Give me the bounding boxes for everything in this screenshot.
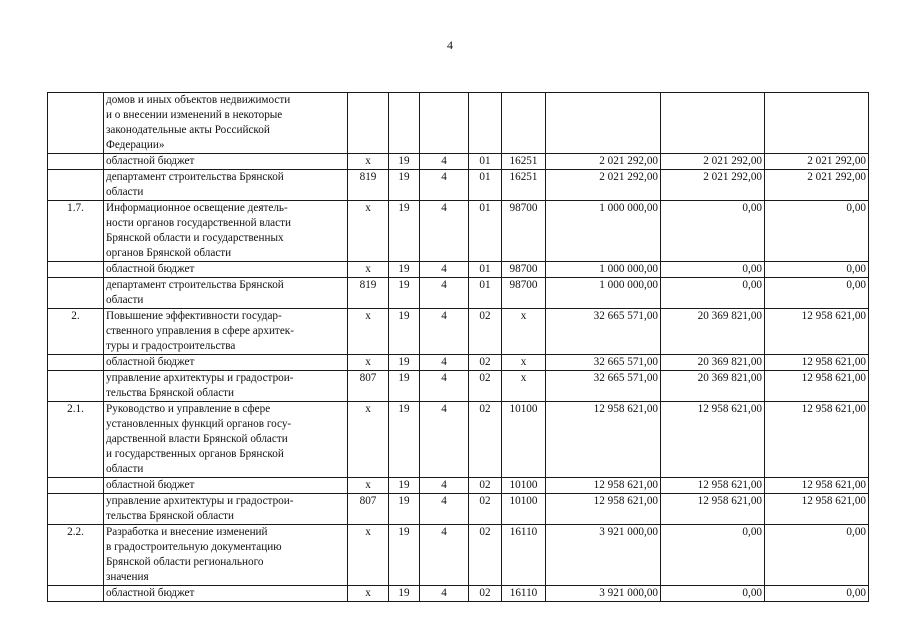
table-row bbox=[48, 278, 869, 309]
table-row bbox=[48, 478, 869, 494]
row-number bbox=[48, 494, 104, 525]
sum-year-2 bbox=[661, 93, 765, 154]
code-direction: 98700 bbox=[502, 201, 546, 262]
row-number: 2.1. bbox=[48, 402, 104, 478]
sum-year-2: 20 369 821,00 bbox=[661, 371, 765, 402]
sum-year-3: 2 021 292,00 bbox=[765, 154, 869, 170]
sum-year-2: 0,00 bbox=[661, 525, 765, 586]
code-main-event: 02 bbox=[469, 309, 502, 355]
code-subprogram: 4 bbox=[420, 586, 469, 602]
code-grbs: х bbox=[348, 309, 389, 355]
sum-year-1: 1 000 000,00 bbox=[546, 262, 661, 278]
sum-year-2: 20 369 821,00 bbox=[661, 309, 765, 355]
code-main-event: 02 bbox=[469, 478, 502, 494]
code-subprogram: 4 bbox=[420, 201, 469, 262]
code-main-event: 01 bbox=[469, 154, 502, 170]
sum-year-1: 3 921 000,00 bbox=[546, 586, 661, 602]
code-direction: 10100 bbox=[502, 494, 546, 525]
code-direction: 10100 bbox=[502, 402, 546, 478]
table-row bbox=[48, 309, 869, 355]
code-main-event: 01 bbox=[469, 201, 502, 262]
sum-year-3 bbox=[765, 93, 869, 154]
code-direction: 16110 bbox=[502, 586, 546, 602]
code-direction: 16251 bbox=[502, 154, 546, 170]
sum-year-3: 0,00 bbox=[765, 201, 869, 262]
code-main-event: 02 bbox=[469, 402, 502, 478]
code-grbs bbox=[348, 93, 389, 154]
row-number bbox=[48, 586, 104, 602]
code-main-event: 02 bbox=[469, 494, 502, 525]
sum-year-3: 12 958 621,00 bbox=[765, 355, 869, 371]
row-number bbox=[48, 262, 104, 278]
sum-year-2: 0,00 bbox=[661, 278, 765, 309]
sum-year-1: 1 000 000,00 bbox=[546, 201, 661, 262]
page-number: 4 bbox=[447, 38, 453, 52]
code-program: 19 bbox=[389, 371, 420, 402]
code-direction: х bbox=[502, 371, 546, 402]
code-grbs: 819 bbox=[348, 278, 389, 309]
sum-year-2: 0,00 bbox=[661, 201, 765, 262]
table-row bbox=[48, 170, 869, 201]
code-subprogram: 4 bbox=[420, 278, 469, 309]
code-direction: 16110 bbox=[502, 525, 546, 586]
code-grbs: х bbox=[348, 355, 389, 371]
sum-year-2: 0,00 bbox=[661, 586, 765, 602]
code-direction: 16251 bbox=[502, 170, 546, 201]
code-program: 19 bbox=[389, 494, 420, 525]
code-direction: х bbox=[502, 309, 546, 355]
code-grbs: х bbox=[348, 201, 389, 262]
table-row bbox=[48, 355, 869, 371]
code-grbs: х bbox=[348, 262, 389, 278]
row-name: департамент строительства Брянской области bbox=[104, 170, 348, 201]
sum-year-1: 32 665 571,00 bbox=[546, 355, 661, 371]
row-name: областной бюджет bbox=[104, 154, 348, 170]
row-number: 2. bbox=[48, 309, 104, 355]
code-program: 19 bbox=[389, 309, 420, 355]
row-name: Информационное освещение деятель- ности органов государственной власти Брянской области и государственных органов Брянской области bbox=[104, 201, 348, 262]
sum-year-3: 2 021 292,00 bbox=[765, 170, 869, 201]
code-grbs: х bbox=[348, 402, 389, 478]
code-program: 19 bbox=[389, 154, 420, 170]
code-program: 19 bbox=[389, 525, 420, 586]
code-program: 19 bbox=[389, 201, 420, 262]
code-grbs: х bbox=[348, 586, 389, 602]
sum-year-2: 20 369 821,00 bbox=[661, 355, 765, 371]
table-row bbox=[48, 93, 869, 154]
table-row bbox=[48, 154, 869, 170]
table-row bbox=[48, 402, 869, 478]
code-direction: 98700 bbox=[502, 262, 546, 278]
code-grbs: х bbox=[348, 154, 389, 170]
code-program: 19 bbox=[389, 586, 420, 602]
code-direction bbox=[502, 93, 546, 154]
sum-year-2: 0,00 bbox=[661, 262, 765, 278]
code-program: 19 bbox=[389, 402, 420, 478]
code-main-event: 01 bbox=[469, 278, 502, 309]
code-program: 19 bbox=[389, 262, 420, 278]
row-name: областной бюджет bbox=[104, 586, 348, 602]
sum-year-3: 0,00 bbox=[765, 525, 869, 586]
code-direction: 98700 bbox=[502, 278, 546, 309]
sum-year-1: 1 000 000,00 bbox=[546, 278, 661, 309]
row-number: 2.2. bbox=[48, 525, 104, 586]
sum-year-1 bbox=[546, 93, 661, 154]
row-number bbox=[48, 478, 104, 494]
code-direction: х bbox=[502, 355, 546, 371]
sum-year-1: 12 958 621,00 bbox=[546, 402, 661, 478]
code-main-event bbox=[469, 93, 502, 154]
code-program bbox=[389, 93, 420, 154]
code-main-event: 02 bbox=[469, 371, 502, 402]
sum-year-1: 2 021 292,00 bbox=[546, 154, 661, 170]
sum-year-1: 12 958 621,00 bbox=[546, 494, 661, 525]
row-number bbox=[48, 371, 104, 402]
row-name: областной бюджет bbox=[104, 262, 348, 278]
code-subprogram: 4 bbox=[420, 494, 469, 525]
sum-year-1: 2 021 292,00 bbox=[546, 170, 661, 201]
code-subprogram: 4 bbox=[420, 371, 469, 402]
sum-year-2: 12 958 621,00 bbox=[661, 402, 765, 478]
table-row bbox=[48, 494, 869, 525]
sum-year-1: 3 921 000,00 bbox=[546, 525, 661, 586]
table-row bbox=[48, 586, 869, 602]
code-main-event: 02 bbox=[469, 525, 502, 586]
code-grbs: х bbox=[348, 525, 389, 586]
code-program: 19 bbox=[389, 478, 420, 494]
sum-year-2: 2 021 292,00 bbox=[661, 154, 765, 170]
row-number bbox=[48, 154, 104, 170]
row-name: домов и иных объектов недвижимости и о внесении изменений в некоторые законодательные акты Российской Федерации» bbox=[104, 93, 348, 154]
code-main-event: 01 bbox=[469, 170, 502, 201]
row-name: управление архитектуры и градострои- тельства Брянской области bbox=[104, 494, 348, 525]
code-direction: 10100 bbox=[502, 478, 546, 494]
row-number: 1.7. bbox=[48, 201, 104, 262]
code-subprogram: 4 bbox=[420, 355, 469, 371]
code-subprogram: 4 bbox=[420, 262, 469, 278]
table-row bbox=[48, 525, 869, 586]
budget-table-body bbox=[48, 93, 869, 602]
row-name: Разработка и внесение изменений в градостроительную документацию Брянской области регионального значения bbox=[104, 525, 348, 586]
code-program: 19 bbox=[389, 278, 420, 309]
sum-year-1: 32 665 571,00 bbox=[546, 309, 661, 355]
code-grbs: 807 bbox=[348, 494, 389, 525]
sum-year-1: 12 958 621,00 bbox=[546, 478, 661, 494]
row-name: управление архитектуры и градострои- тельства Брянской области bbox=[104, 371, 348, 402]
code-subprogram: 4 bbox=[420, 154, 469, 170]
code-main-event: 02 bbox=[469, 355, 502, 371]
row-name: Повышение эффективности государ- ственного управления в сфере архитек- туры и градостроительства bbox=[104, 309, 348, 355]
table-row bbox=[48, 262, 869, 278]
code-main-event: 02 bbox=[469, 586, 502, 602]
code-grbs: х bbox=[348, 478, 389, 494]
sum-year-3: 12 958 621,00 bbox=[765, 371, 869, 402]
code-subprogram bbox=[420, 93, 469, 154]
table-row bbox=[48, 371, 869, 402]
sum-year-3: 12 958 621,00 bbox=[765, 494, 869, 525]
code-main-event: 01 bbox=[469, 262, 502, 278]
row-number bbox=[48, 170, 104, 201]
code-grbs: 819 bbox=[348, 170, 389, 201]
code-subprogram: 4 bbox=[420, 402, 469, 478]
sum-year-1: 32 665 571,00 bbox=[546, 371, 661, 402]
sum-year-2: 12 958 621,00 bbox=[661, 494, 765, 525]
row-name: Руководство и управление в сфере установленных функций органов госу- дарственной власти Брянской области и государственных органов Брянской области bbox=[104, 402, 348, 478]
code-program: 19 bbox=[389, 355, 420, 371]
sum-year-2: 12 958 621,00 bbox=[661, 478, 765, 494]
sum-year-3: 12 958 621,00 bbox=[765, 478, 869, 494]
row-number bbox=[48, 93, 104, 154]
code-program: 19 bbox=[389, 170, 420, 201]
code-subprogram: 4 bbox=[420, 525, 469, 586]
code-subprogram: 4 bbox=[420, 170, 469, 201]
sum-year-3: 0,00 bbox=[765, 262, 869, 278]
code-subprogram: 4 bbox=[420, 478, 469, 494]
row-name: департамент строительства Брянской области bbox=[104, 278, 348, 309]
sum-year-3: 12 958 621,00 bbox=[765, 402, 869, 478]
budget-table bbox=[47, 92, 869, 602]
sum-year-2: 2 021 292,00 bbox=[661, 170, 765, 201]
code-grbs: 807 bbox=[348, 371, 389, 402]
sum-year-3: 0,00 bbox=[765, 278, 869, 309]
row-name: областной бюджет bbox=[104, 478, 348, 494]
code-subprogram: 4 bbox=[420, 309, 469, 355]
sum-year-3: 0,00 bbox=[765, 586, 869, 602]
table-row bbox=[48, 201, 869, 262]
row-number bbox=[48, 278, 104, 309]
row-name: областной бюджет bbox=[104, 355, 348, 371]
sum-year-3: 12 958 621,00 bbox=[765, 309, 869, 355]
row-number bbox=[48, 355, 104, 371]
